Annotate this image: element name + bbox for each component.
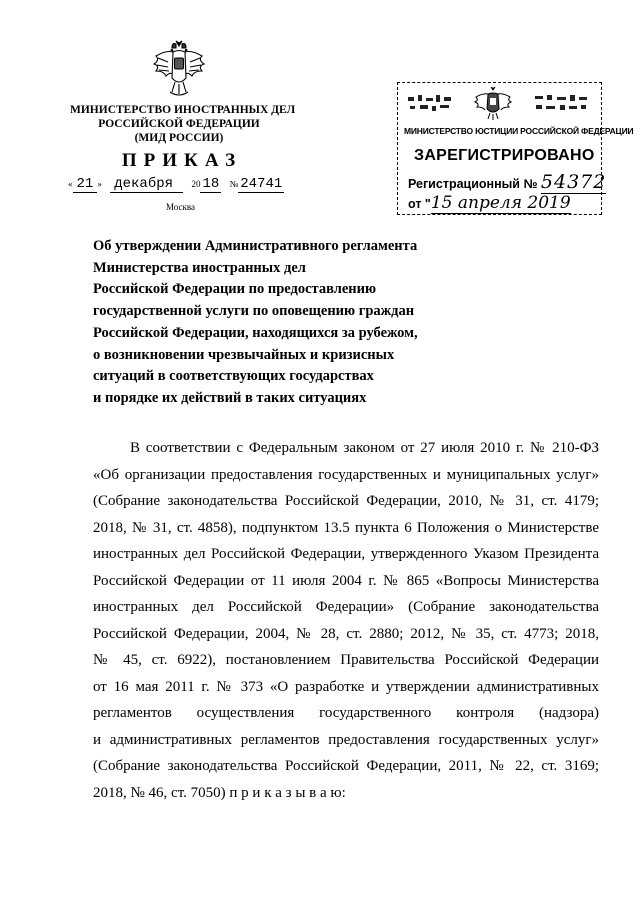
stamp-date-handwritten: 15 апреля 2019 — [430, 193, 571, 213]
order-date-line — [68, 176, 284, 192]
stamp-ornament-left-icon — [406, 93, 454, 115]
title-line: и порядке их действий в таких ситуациях — [93, 389, 367, 406]
date-month: декабря — [110, 176, 183, 193]
stamp-date-line — [408, 193, 571, 214]
date-year-suffix: 18 — [202, 176, 220, 192]
date-year-prefix: 20 — [191, 179, 201, 189]
order-body-paragraph — [93, 435, 599, 806]
title-line: Российской Федерации по предоставлению — [93, 281, 377, 298]
stamp-emblem-icon — [473, 87, 513, 121]
order-number: 24741 — [240, 176, 283, 192]
title-line: о возникновении чрезвычайных и кризисных — [93, 346, 395, 363]
order-title — [93, 236, 433, 410]
ministry-line: (МИД РОССИИ) — [134, 132, 224, 144]
ministry-line: МИНИСТЕРСТВО ИНОСТРАННЫХ ДЕЛ — [70, 104, 296, 116]
stamp-reg-label: Регистрационный № — [408, 177, 538, 191]
ministry-name — [70, 103, 296, 145]
stamp-registered-label: ЗАРЕГИСТРИРОВАНО — [414, 147, 595, 164]
title-line: государственной услуги по оповещению граждан — [93, 303, 415, 320]
body-line: В соответствии с Федеральным законом от 27 июля 2010 г. № 210-ФЗ — [130, 440, 599, 456]
body-line: № 45, ст. 6922), постановлением Правительства Российской Федерации — [93, 652, 599, 668]
document-type-title: ПРИКАЗ — [121, 150, 243, 171]
number-sign: № — [229, 179, 239, 189]
body-line: (Собрание законодательства Российской Федерации, 2011, № 22, ст. 3169; — [93, 758, 599, 774]
body-line: Российской Федерации, 2004, № 28, ст. 2880; 2012, № 35, ст. 4773; 2018, — [93, 625, 599, 642]
stamp-reg-number: 54372 — [540, 171, 607, 193]
body-line: (Собрание законодательства Российской Федерации, 2010, № 31, ст. 4179; — [93, 493, 599, 509]
title-line: Об утверждении Административного регламента — [93, 238, 418, 254]
body-line: от 16 мая 2011 г. № 373 «О разработке и утверждении административных — [93, 678, 599, 695]
body-line: «Об организации предоставления государственных и муниципальных услуг» — [93, 466, 599, 483]
stamp-ministry-name: МИНИСТЕРСТВО ЮСТИЦИИ РОССИЙСКОЙ ФЕДЕРАЦИИ — [404, 126, 634, 136]
body-line: регламентов осуществления государственного контроля (надзора) — [93, 705, 599, 721]
title-line: Министерства иностранных дел — [93, 259, 306, 276]
stamp-date-label: от " — [408, 197, 431, 211]
registration-stamp — [397, 82, 634, 215]
state-emblem-icon — [150, 38, 208, 100]
date-day: 21 — [73, 176, 98, 193]
body-line: и административных регламентов предоставления государственных услуг» — [93, 731, 599, 748]
stamp-ornament-right-icon — [533, 93, 589, 115]
city-label: Москва — [166, 202, 195, 212]
title-line: ситуаций в соответствующих государствах — [93, 368, 374, 385]
body-line: Российской Федерации от 11 июля 2004 г. № 865 «Вопросы Министерства — [93, 572, 599, 589]
title-line: Российской Федерации, находящихся за рубежом, — [93, 324, 418, 341]
date-open-quote: « — [68, 179, 73, 189]
body-line: иностранных дел Российской Федерации, утвержденного Указом Президента — [93, 546, 599, 562]
date-close-quote: » — [97, 179, 102, 189]
body-line: 2018, № 31, ст. 4858), подпунктом 13.5 пункта 6 Положения о Министерстве — [93, 519, 599, 536]
ministry-line: РОССИЙСКОЙ ФЕДЕРАЦИИ — [98, 118, 260, 130]
body-line: 2018, № 46, ст. 7050) п р и к а з ы в а ю: — [93, 784, 346, 801]
stamp-registration-line — [408, 171, 606, 194]
body-line: иностранных дел Российской Федерации» (Собрание законодательства — [93, 599, 599, 615]
